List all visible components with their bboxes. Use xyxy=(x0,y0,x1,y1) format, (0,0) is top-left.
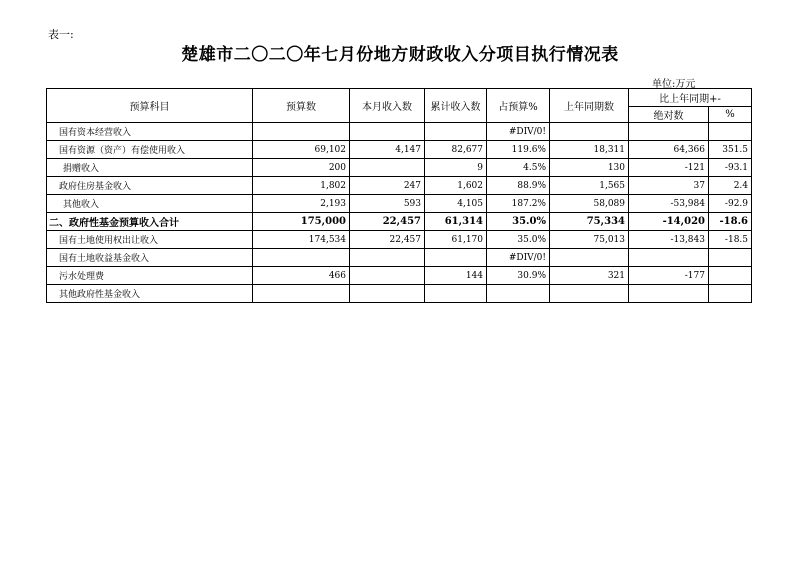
header-absolute: 绝对数 xyxy=(629,107,709,123)
row-prior: 75,013 xyxy=(550,231,629,249)
row-pct: -92.9 xyxy=(709,195,752,213)
row-pct-budget xyxy=(487,285,550,303)
row-pct-budget: 35.0% xyxy=(487,213,550,231)
row-pct: -18.6 xyxy=(709,213,752,231)
table-row xyxy=(47,267,752,285)
header-cumulative: 累计收入数 xyxy=(425,89,487,123)
row-pct-budget: 88.9% xyxy=(487,177,550,195)
row-budget: 2,193 xyxy=(253,195,350,213)
row-budget: 200 xyxy=(253,159,350,177)
unit-label: 单位:万元 xyxy=(652,79,696,90)
row-cumulative xyxy=(425,249,487,267)
row-absolute: -14,020 xyxy=(629,213,709,231)
row-cumulative: 61,314 xyxy=(425,213,487,231)
table-row xyxy=(47,195,752,213)
header-item: 预算科目 xyxy=(47,89,253,123)
header-budget: 预算数 xyxy=(253,89,350,123)
row-cumulative: 61,170 xyxy=(425,231,487,249)
row-pct-budget: 4.5% xyxy=(487,159,550,177)
row-pct xyxy=(709,123,752,141)
row-prior xyxy=(550,285,629,303)
header-pct-budget: 占预算% xyxy=(487,89,550,123)
row-budget: 175,000 xyxy=(253,213,350,231)
header-compare: 比上年同期+- xyxy=(629,89,752,107)
table-row xyxy=(47,249,752,267)
row-pct-budget: 30.9% xyxy=(487,267,550,285)
row-cumulative: 9 xyxy=(425,159,487,177)
row-absolute: -53,984 xyxy=(629,195,709,213)
row-cumulative xyxy=(425,123,487,141)
row-budget: 1,802 xyxy=(253,177,350,195)
table-row xyxy=(47,285,752,303)
row-budget xyxy=(253,249,350,267)
row-pct: -93.1 xyxy=(709,159,752,177)
revenue-table xyxy=(46,88,752,303)
header-pct: % xyxy=(709,107,752,123)
row-prior: 321 xyxy=(550,267,629,285)
row-prior: 18,311 xyxy=(550,141,629,159)
row-prior: 130 xyxy=(550,159,629,177)
row-pct-budget: #DIV/0! xyxy=(487,249,550,267)
page-title: 楚雄市二〇二〇年七月份地方财政收入分项目执行情况表 xyxy=(181,45,619,65)
row-pct: -18.5 xyxy=(709,231,752,249)
row-name: 其他收入 xyxy=(47,195,253,213)
row-month: 22,457 xyxy=(350,231,425,249)
row-pct-budget: 35.0% xyxy=(487,231,550,249)
row-cumulative xyxy=(425,285,487,303)
row-absolute xyxy=(629,285,709,303)
row-budget xyxy=(253,123,350,141)
row-name: 国有资本经营收入 xyxy=(47,123,253,141)
row-absolute xyxy=(629,123,709,141)
row-month: 22,457 xyxy=(350,213,425,231)
row-name: 其他政府性基金收入 xyxy=(47,285,253,303)
row-pct xyxy=(709,267,752,285)
row-cumulative: 82,677 xyxy=(425,141,487,159)
row-pct xyxy=(709,249,752,267)
row-name: 国有资源（资产）有偿使用收入 xyxy=(47,141,253,159)
table-label: 表一: xyxy=(48,28,74,41)
header-prior: 上年同期数 xyxy=(550,89,629,123)
row-prior: 1,565 xyxy=(550,177,629,195)
header-row xyxy=(47,89,752,107)
row-budget: 69,102 xyxy=(253,141,350,159)
row-month xyxy=(350,285,425,303)
row-name: 国有土地收益基金收入 xyxy=(47,249,253,267)
table-row xyxy=(47,141,752,159)
row-pct-budget: 187.2% xyxy=(487,195,550,213)
row-name: 国有土地使用权出让收入 xyxy=(47,231,253,249)
row-budget: 174,534 xyxy=(253,231,350,249)
row-name: 二、政府性基金预算收入合计 xyxy=(47,213,253,231)
row-month xyxy=(350,267,425,285)
row-absolute: 64,366 xyxy=(629,141,709,159)
row-name: 捐赠收入 xyxy=(47,159,253,177)
row-name: 政府住房基金收入 xyxy=(47,177,253,195)
row-month xyxy=(350,159,425,177)
table-row xyxy=(47,123,752,141)
row-absolute: -13,843 xyxy=(629,231,709,249)
row-month: 4,147 xyxy=(350,141,425,159)
row-month: 247 xyxy=(350,177,425,195)
row-name: 污水处理费 xyxy=(47,267,253,285)
row-absolute: -177 xyxy=(629,267,709,285)
row-budget xyxy=(253,285,350,303)
table-row xyxy=(47,231,752,249)
header-month: 本月收入数 xyxy=(350,89,425,123)
row-pct xyxy=(709,285,752,303)
row-cumulative: 144 xyxy=(425,267,487,285)
row-pct: 351.5 xyxy=(709,141,752,159)
row-absolute: 37 xyxy=(629,177,709,195)
row-cumulative: 1,602 xyxy=(425,177,487,195)
row-pct-budget: #DIV/0! xyxy=(487,123,550,141)
row-cumulative: 4,105 xyxy=(425,195,487,213)
row-month: 593 xyxy=(350,195,425,213)
row-prior: 58,089 xyxy=(550,195,629,213)
table-row xyxy=(47,177,752,195)
row-pct: 2.4 xyxy=(709,177,752,195)
row-prior xyxy=(550,123,629,141)
total-row xyxy=(47,213,752,231)
row-absolute xyxy=(629,249,709,267)
row-budget: 466 xyxy=(253,267,350,285)
row-prior: 75,334 xyxy=(550,213,629,231)
row-prior xyxy=(550,249,629,267)
row-month xyxy=(350,249,425,267)
row-month xyxy=(350,123,425,141)
table-row xyxy=(47,159,752,177)
row-absolute: -121 xyxy=(629,159,709,177)
row-pct-budget: 119.6% xyxy=(487,141,550,159)
